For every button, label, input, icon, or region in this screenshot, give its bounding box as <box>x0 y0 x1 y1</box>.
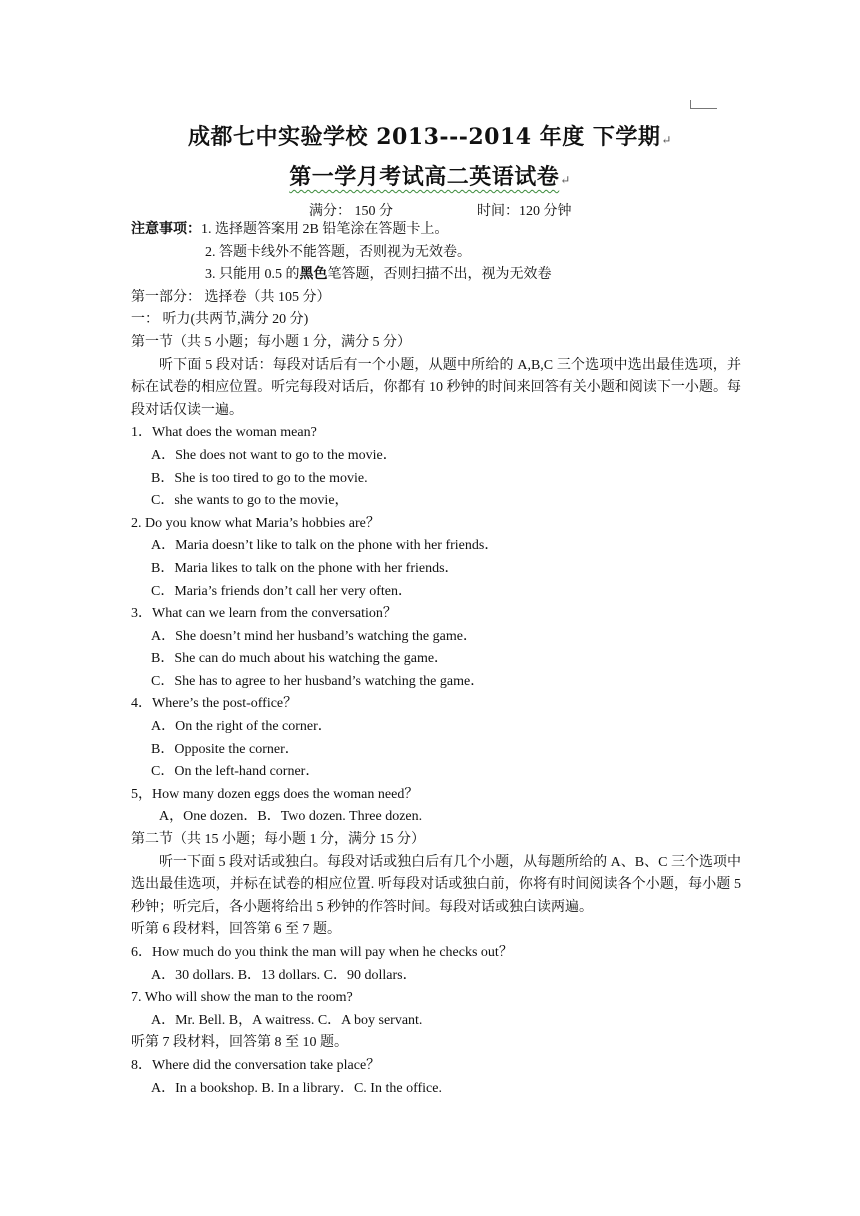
question-7: 7. Who will show the man to the room? <box>131 990 353 1006</box>
question-1-option-a: A．She does not want to go to the movie． <box>151 447 397 463</box>
question-5-options: A，One dozen．B．Two dozen. Three dozen. <box>159 809 423 825</box>
question-6: 6．How much do you think the man will pay when he checks out？ <box>131 945 513 960</box>
question-1: 1．What does the woman mean? <box>131 425 317 441</box>
question-3: 3．What can we learn from the conversation？ <box>131 606 397 622</box>
paragraph-mark-icon: ↵ <box>661 133 672 147</box>
question-3-option-c: C．She has to agree to her husband’s watching the game． <box>151 673 485 689</box>
full-score: 满分： 150 分 <box>309 204 393 219</box>
question-8: 8．Where did the conversation take place？ <box>131 1057 381 1073</box>
question-2-option-b: B．Maria likes to talk on the phone with her friends． <box>151 560 459 576</box>
notice-item-2: 2. 答题卡线外不能答题，否则视为无效卷。 <box>205 244 471 260</box>
question-6-options: A．30 dollars. B．13 dollars. C．90 dollars． <box>151 967 417 983</box>
section-one-heading: 第一节（共 5 小题；每小题 1 分，满分 5 分） <box>131 334 411 350</box>
question-5: 5，How many dozen eggs does the woman need？ <box>131 786 419 802</box>
material-7-instruction: 听第 7 段材料，回答第 8 至 10 题。 <box>131 1035 348 1051</box>
question-8-options: A．In a bookshop. B. In a library．C. In the office. <box>151 1080 442 1096</box>
notice-item-1: 注意事项：1. 选择题答案用 2B 铅笔涂在答题卡上。 <box>131 222 449 237</box>
section-two-heading: 第二节（共 15 小题；每小题 1 分，满分 15 分） <box>131 832 425 848</box>
corner-mark <box>690 100 717 109</box>
question-2-option-c: C．Maria’s friends don’t call her very often． <box>151 583 413 599</box>
question-4: 4．Where’s the post-office？ <box>131 696 298 712</box>
question-3-option-b: B．She can do much about his watching the game． <box>151 651 449 667</box>
material-6-instruction: 听第 6 段材料，回答第 6 至 7 题。 <box>131 922 341 938</box>
exam-title-line1: 成都七中实验学校 2013---2014 年度 下学期↵ <box>188 124 672 150</box>
paragraph-mark-icon: ↵ <box>560 173 571 187</box>
question-1-option-c: C．she wants to go to the movie， <box>151 493 349 509</box>
notice-label: 注意事项： <box>131 222 201 237</box>
question-1-option-b: B．She is too tired to go to the movie. <box>151 470 368 486</box>
question-4-option-b: B．Opposite the corner． <box>151 741 299 757</box>
question-7-options: A．Mr. Bell. B，A waitress. C．A boy servant. <box>151 1012 423 1028</box>
exam-title-line2: 第一学月考试高二英语试卷↵ <box>289 164 571 190</box>
question-4-option-a: A．On the right of the corner． <box>151 719 332 735</box>
section-two-instructions: 听一下面 5 段对话或独白。每段对话或独白后有几个小题，从每题所给的 A、B、C 三个选项中选出最佳选项，并标在试卷的相应位置. 听每段对话或独白前，你将有时间阅读各个小题，每小题 5 秒钟；听完后，各小题将给出 5 秒钟的作答时间。每段对话或独白读两遍。 <box>131 854 741 915</box>
question-4-option-c: C．On the left-hand corner． <box>151 764 320 780</box>
part-one-heading: 第一部分： 选择卷（共 105 分） <box>131 289 331 305</box>
exam-body <box>131 219 741 1100</box>
question-3-option-a: A．She doesn’t mind her husband’s watching the game． <box>151 628 477 644</box>
question-2: 2. Do you know what Maria’s hobbies are？ <box>131 515 380 531</box>
notice-item-3: 3. 只能用 0.5 的黑色笔答题，否则扫描不出，视为无效卷 <box>205 267 552 283</box>
section-one-instructions: 听下面 5 段对话：每段对话后有一个小题，从题中所给的 A,B,C 三个选项中选出最佳选项，并标在试卷的相应位置。听完每段对话后，你都有 10 秒钟的时间来回答有关小题和阅读下一小题。每段对话仅读一遍。 <box>131 357 741 418</box>
question-2-option-a: A．Maria doesn’t like to talk on the phone with her friends． <box>151 538 499 554</box>
listening-heading: 一： 听力(共两节,满分 20 分) <box>131 312 309 328</box>
exam-time: 时间：120 分钟 <box>477 204 572 219</box>
